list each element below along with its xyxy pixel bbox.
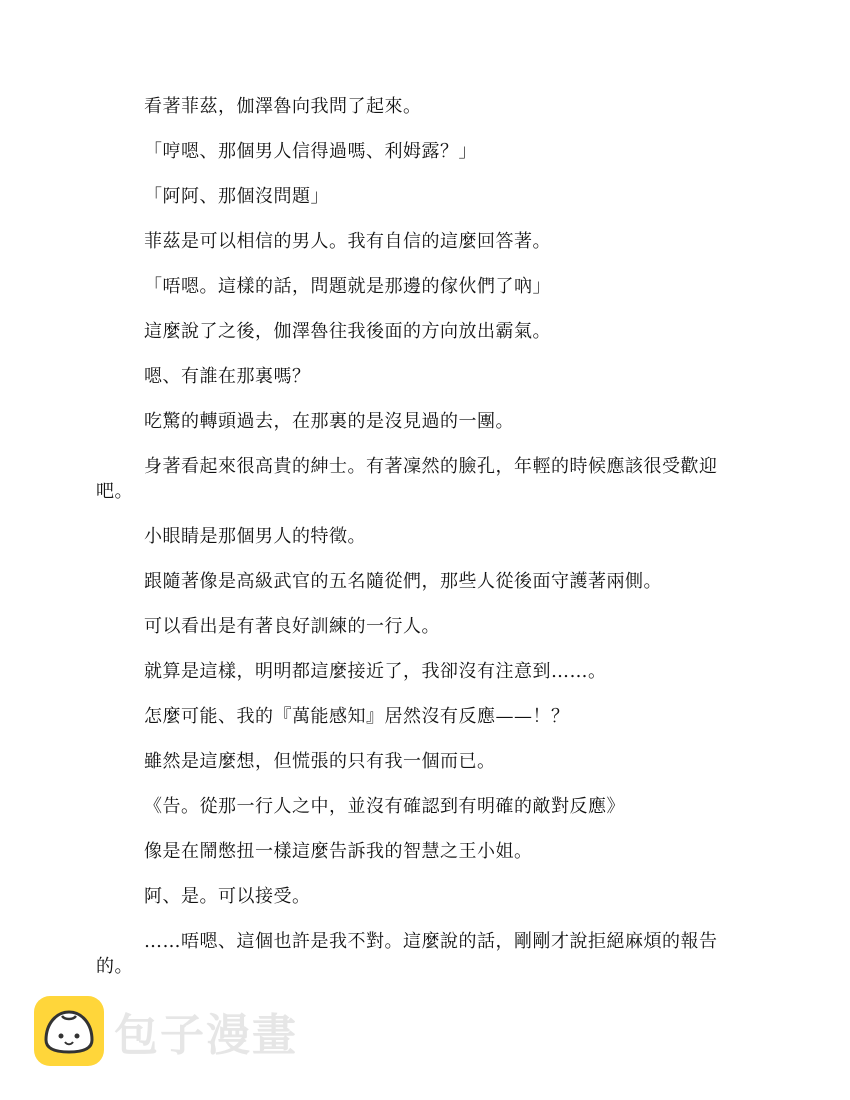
- paragraph: 吃驚的轉頭過去，在那裏的是沒見過的一團。: [144, 411, 514, 432]
- paragraph: 菲茲是可以相信的男人。我有自信的這麼回答著。: [144, 231, 551, 252]
- paragraph: 就算是這樣，明明都這麼接近了，我卻沒有注意到……。: [144, 661, 607, 682]
- paragraph: 這麼說了之後，伽澤魯往我後面的方向放出霸氣。: [144, 321, 551, 342]
- paragraph: 小眼睛是那個男人的特徵。: [144, 526, 366, 547]
- paragraph: 阿、是。可以接受。: [144, 886, 311, 907]
- paragraph: 跟隨著像是高級武官的五名隨從們，那些人從後面守護著兩側。: [144, 571, 662, 592]
- paragraph: 《告。從那一行人之中，並沒有確認到有明確的敵對反應》: [144, 796, 625, 817]
- paragraph: 身著看起來很高貴的紳士。有著凜然的臉孔，年輕的時候應該很受歡迎吧。: [96, 456, 718, 502]
- paragraph: ……唔嗯、這個也許是我不對。這麼說的話，剛剛才說拒絕麻煩的報告的。: [96, 931, 718, 977]
- paragraph: 「阿阿、那個沒問題」: [144, 186, 329, 207]
- paragraph: 「唔嗯。這樣的話，問題就是那邊的傢伙們了吶」: [144, 276, 551, 297]
- paragraph: 可以看出是有著良好訓練的一行人。: [144, 616, 440, 637]
- novel-text: [96, 94, 750, 999]
- watermark-text: 包子漫畫: [114, 1010, 298, 1061]
- paragraph: 「哼嗯、那個男人信得過嗎、利姆露？」: [144, 141, 477, 162]
- paragraph: 像是在鬧憋扭一樣這麼告訴我的智慧之王小姐。: [144, 841, 533, 862]
- paragraph: 怎麼可能、我的『萬能感知』居然沒有反應——！？: [144, 706, 570, 727]
- paragraph: 雖然是這麼想，但慌張的只有我一個而已。: [144, 751, 496, 772]
- paragraph: 嗯、有誰在那裏嗎？: [144, 366, 311, 387]
- paragraph: 看著菲茲，伽澤魯向我問了起來。: [144, 96, 422, 117]
- watermark: [34, 996, 298, 1066]
- bun-mascot-icon: [34, 996, 104, 1066]
